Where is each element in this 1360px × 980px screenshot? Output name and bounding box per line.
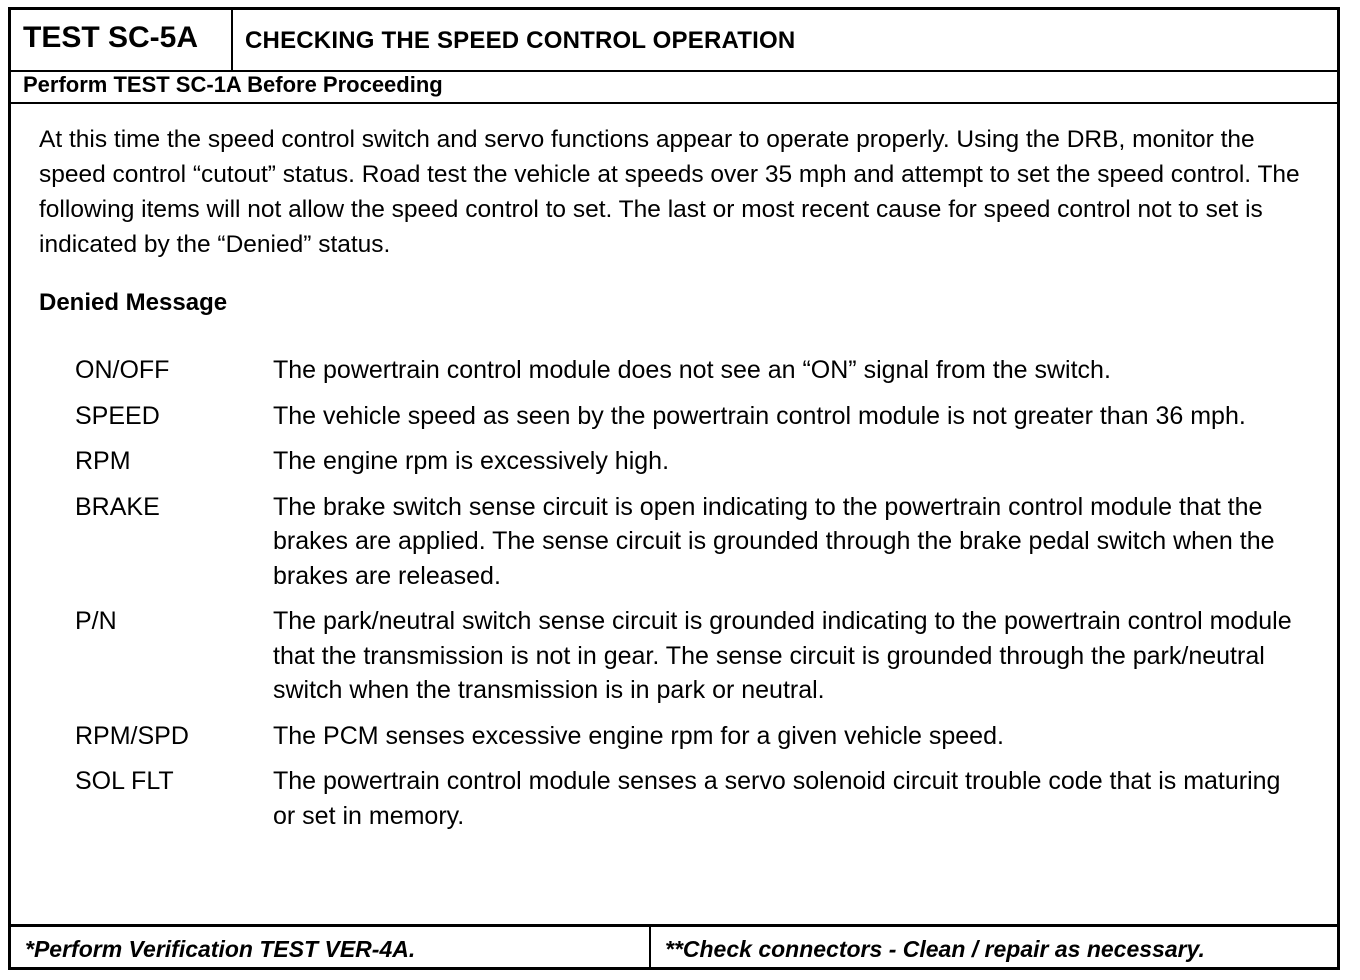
- denied-item-brake: [75, 490, 1305, 594]
- denied-item-speed: [75, 399, 1305, 434]
- denied-description: The park/neutral switch sense circuit is grounded indicating to the powertrain control module that the transmission is not in gear. The sense circuit is grounded through the park/neutral switch when the transmission is in park or neutral.: [273, 607, 1292, 704]
- test-procedure-sheet: [8, 7, 1340, 970]
- denied-message-heading: Denied Message: [39, 289, 228, 316]
- header-row: [11, 10, 1337, 72]
- prerequisite-note: Perform TEST SC-1A Before Proceeding: [11, 70, 1337, 104]
- verification-note: *Perform Verification TEST VER-4A.: [11, 927, 651, 967]
- denied-code: ON/OFF: [75, 356, 170, 384]
- intro-paragraph: At this time the speed control switch and servo functions appear to operate properly. Using the DRB, monitor the speed control “cutout” status. Road test the vehicle at speeds over 35 mph and attempt to set the speed control. The following items will not allow the speed control to set. The last or most recent cause for speed control not to set is indicated by the “Denied” status.: [39, 126, 1300, 258]
- denied-description: The powertrain control module does not see an “ON” signal from the switch.: [273, 356, 1111, 384]
- denied-item-on-off: [75, 353, 1305, 388]
- denied-code: RPM/SPD: [75, 721, 189, 750]
- denied-description: The powertrain control module senses a servo solenoid circuit trouble code that is maturing or set in memory.: [273, 767, 1281, 830]
- test-title: CHECKING THE SPEED CONTROL OPERATION: [245, 27, 796, 54]
- footer-row: [11, 924, 1337, 967]
- denied-code: BRAKE: [75, 492, 160, 521]
- denied-description: The vehicle speed as seen by the powertrain control module is not greater than 36 mph.: [273, 401, 1246, 430]
- denied-code: SPEED: [75, 401, 160, 430]
- denied-description: The PCM senses excessive engine rpm for a given vehicle speed.: [273, 721, 1004, 750]
- denied-description: The brake switch sense circuit is open indicating to the powertrain control module that the brakes are applied. The sense circuit is grounded through the brake pedal switch when the brakes are released.: [273, 492, 1275, 590]
- denied-code: RPM: [75, 447, 131, 475]
- denied-description: The engine rpm is excessively high.: [273, 447, 670, 475]
- test-id: TEST SC-5A: [11, 10, 233, 70]
- denied-message-list: [75, 353, 1305, 844]
- denied-code: P/N: [75, 607, 117, 635]
- denied-item-park-neutral: [75, 604, 1305, 708]
- connector-note: **Check connectors - Clean / repair as necessary.: [665, 936, 1205, 962]
- denied-item-sol-flt: [75, 764, 1305, 833]
- denied-code: SOL FLT: [75, 767, 174, 795]
- denied-item-rpm: [75, 444, 1305, 479]
- denied-item-rpm-spd: [75, 719, 1305, 754]
